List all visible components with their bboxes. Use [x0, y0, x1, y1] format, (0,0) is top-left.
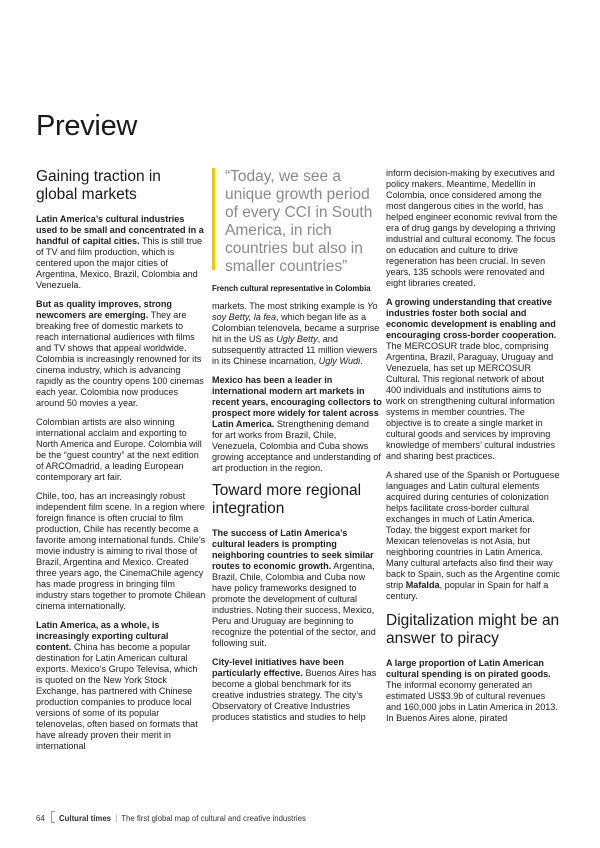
paragraph [212, 301, 382, 367]
section-heading-global-markets: Gaining traction in global markets [36, 168, 161, 203]
body-text: Buenos Aires has become a global benchmark for its creative industries strategy. The city’s Observatory of Creative Industries produces statistics and studies to help [212, 668, 377, 722]
column-1 [36, 168, 206, 760]
column-3 [386, 168, 561, 732]
body-text: They are breaking free of domestic markets to reach international audiences with films and TV shows that appeal worldwide. Colombia is increasingly renowned for its cinema industry, which is advancing rapidly as the country opens 100 cinemas each year. Colombia now produces around 50 movies a year. [36, 310, 204, 408]
body-text: markets. The most striking example is [212, 301, 367, 311]
publication-subtitle: The first global map of cultural and creative industries [121, 814, 306, 823]
page-footer [36, 811, 306, 823]
paragraph: inform decision-making by executives and policy makers. Meantime, Medellín in Colombia, once considered among the most dangerous cities in the world, has helped engineer economic revival from the era of drug gangs by developing a thriving industrial and cultural economy. The focus on education and culture to drive regeneration has been crucial. In seven years, 135 schools were renovated and eight libraries created. [386, 168, 558, 288]
section-heading-digitalization: Digitalization might be an answer to piracy [386, 612, 560, 647]
column-2 [212, 168, 382, 731]
lead-text: Latin America, as a whole, is increasingly exporting cultural content. [36, 620, 169, 652]
paragraph [386, 297, 561, 462]
lead-text: Latin America’s cultural industries used to be small and concentrated in a handful of capital cities. [36, 214, 204, 246]
title-text: Ugly Wudi [318, 356, 361, 366]
paragraph [36, 299, 206, 409]
body-text: A shared use of the Spanish or Portuguese languages and Latin cultural elements acquired during centuries of colonization helps facilitate cross-border cultural exchanges in much of Latin America. Today, the biggest export market for Mexican telenovelas is not Asia, but neighboring countries in Latin America. Many cultural artefacts also find their way back to Spain, such as the Argentine comic strip [386, 470, 560, 590]
body-text: , and subsequently attracted 11 million viewers in its Chinese incarnation, [212, 334, 378, 366]
body-text: . [360, 356, 363, 366]
footer-separator: | [115, 814, 118, 823]
body-text: , which began life as a Colombian telenovela, became a surprise hit in the US as [212, 312, 380, 344]
lead-text: A large proportion of Latin American cultural spending is on pirated goods. [386, 658, 551, 679]
quote-attribution: French cultural representative in Colombia [212, 284, 371, 293]
paragraph: Chile, too, has an increasingly robust independent film scene. In a region where foreign finance is often crucial to film production, Chile has recently become a favorite among international funds. Chile’s movie industry is aiming to rival those of Brazil, Argentina and Mexico. Created three years ago, the CinemaChile agency has made progress in bringing film industry stars together to promote Chilean cinema internationally. [36, 491, 206, 611]
body-text: , popular in Spain for half a century. [386, 580, 549, 601]
body-text: Argentina, Brazil, Chile, Colombia and Cuba now have policy frameworks designed to promote the development of cultural industries. Noting their success, Mexico, Peru and Uruguay are beginning to recognize the potential of the sector, and following suit. [212, 561, 376, 648]
publication-name: Cultural times [59, 814, 112, 823]
title-text: Ugly Betty [276, 334, 318, 344]
paragraph [212, 375, 382, 474]
body-text: China has become a popular destination for Latin American cultural exports. Mexico’s Grupo Televisa, which is quoted on the New York Stock Exchange, has partnered with Chinese production companies to produce local versions of some of its popular telenovelas, often based on formats that have already proven their merit in international [36, 642, 198, 751]
body-text: This is still true of TV and film production, which is centered upon the major cities of Argentina, Mexico, Brazil, Colombia and Venezuela. [36, 236, 203, 290]
lead-text: Mexico has been a leader in international modern art markets in recent years, encouraging collectors to prospect more widely for talent across Latin America. [212, 375, 382, 429]
paragraph [386, 470, 561, 602]
lead-text: City-level initiatives have been particularly effective. [212, 657, 344, 678]
page-title: Preview [36, 110, 138, 142]
footer-bracket [51, 811, 55, 823]
paragraph [36, 620, 206, 752]
lead-text: The success of Latin America’s cultural leaders is prompting neighboring countries to seek similar routes to economic growth. [212, 528, 374, 571]
body-text: The MERCOSUR trade bloc, comprising Argentina, Brazil, Paraguay, Uruguay and Venezuela, has set up MERCOSUR Cultural. This regional network of about 400 individuals and institutions aims to work on strengthening cultural information systems in member countries. The objective is to create a single market in cultural goods and services by improving knowledge of members’ cultural industries and sharing best practices. [386, 341, 555, 461]
paragraph [212, 657, 382, 723]
section-heading-regional-integration: Toward more regional integration [212, 482, 362, 517]
page-number: 64 [36, 814, 45, 823]
paragraph: Colombian artists are also winning international acclaim and exporting to North America and Europe. Colombia will be the “guest country” at the next edition of ARCOmadrid, a leading European contemporary art fair. [36, 417, 202, 482]
body-text: The informal economy generated an estimated US$3.9b of cultural revenues and 160,000 jobs in Latin America in 2013. In Buenos Aires alone, pirated [386, 680, 558, 723]
body-text: Strengthening demand for art works from Brazil, Chile, Venezuela, Colombia and Cuba shows growing acceptance and understanding of art production in the region. [212, 419, 381, 473]
lead-text: A growing understanding that creative industries foster both social and economic development is enabling and encouraging cross-border cooperation. [386, 297, 557, 340]
paragraph [386, 658, 561, 724]
paragraph [212, 528, 382, 649]
title-text: Mafalda [405, 580, 440, 590]
title-text: Yo soy Betty, la fea [212, 301, 378, 322]
lead-text: But as quality improves, strong newcomers are emerging. [36, 299, 172, 320]
paragraph [36, 214, 206, 291]
pull-quote: “Today, we see a unique growth period of every CCI in South America, in rich countries but also in smaller countries” [212, 168, 382, 270]
